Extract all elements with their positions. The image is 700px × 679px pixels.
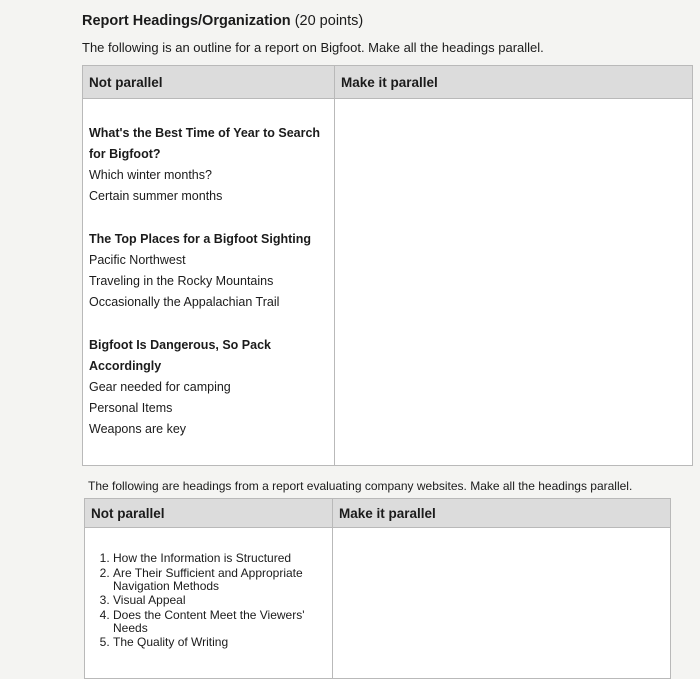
col-not-parallel: Not parallel: [85, 499, 333, 528]
headings-table-header: [85, 499, 671, 528]
list-item: 5. The Quality of Writing: [113, 636, 332, 649]
headings-list: [85, 552, 332, 649]
section-item: Personal Items: [89, 401, 173, 415]
question-title: [82, 13, 363, 29]
section-item: Occasionally the Appalachian Trail: [89, 295, 280, 309]
outline-section: [89, 229, 328, 313]
not-parallel-cell: [83, 99, 335, 466]
outline-section: [89, 99, 328, 207]
headings-table-row: [85, 528, 671, 679]
instructions-websites: The following are headings from a report evaluating company websites. Make all the headings parallel.: [88, 479, 633, 493]
col-make-it-parallel: Make it parallel: [333, 499, 671, 528]
question-title-bold: Report Headings/Organization: [82, 13, 291, 29]
outline-table-header: [83, 66, 693, 99]
make-it-parallel-input-cell[interactable]: [335, 99, 693, 466]
question-points: (20 points): [290, 13, 364, 29]
section-heading: What's the Best Time of Year to Search for Bigfoot?: [89, 126, 321, 161]
list-item: 4. Does the Content Meet the Viewers' Needs: [113, 609, 332, 635]
section-heading: Bigfoot Is Dangerous, So Pack Accordingly: [89, 338, 271, 373]
headings-table: [84, 498, 671, 679]
section-item: Weapons are key: [89, 422, 187, 436]
list-item: 2. Are Their Sufficient and Appropriate Navigation Methods: [113, 567, 332, 593]
outline-table-row: [83, 99, 693, 466]
not-parallel-cell: [85, 528, 333, 679]
section-item: Traveling in the Rocky Mountains: [89, 274, 274, 288]
col-not-parallel: Not parallel: [83, 66, 335, 99]
list-item: 1. How the Information is Structured: [113, 552, 332, 565]
list-item: 3. Visual Appeal: [113, 594, 332, 607]
section-item: Gear needed for camping: [89, 380, 231, 394]
outline-section: [89, 335, 328, 440]
make-it-parallel-input-cell[interactable]: [333, 528, 671, 679]
section-item: Certain summer months: [89, 189, 223, 203]
outline-table: [82, 65, 693, 466]
col-make-it-parallel: Make it parallel: [335, 66, 693, 99]
section-item: Which winter months?: [89, 168, 212, 182]
section-heading: The Top Places for a Bigfoot Sighting: [89, 232, 311, 246]
instructions-outline: The following is an outline for a report on Bigfoot. Make all the headings parallel.: [82, 40, 544, 55]
section-item: Pacific Northwest: [89, 253, 186, 267]
